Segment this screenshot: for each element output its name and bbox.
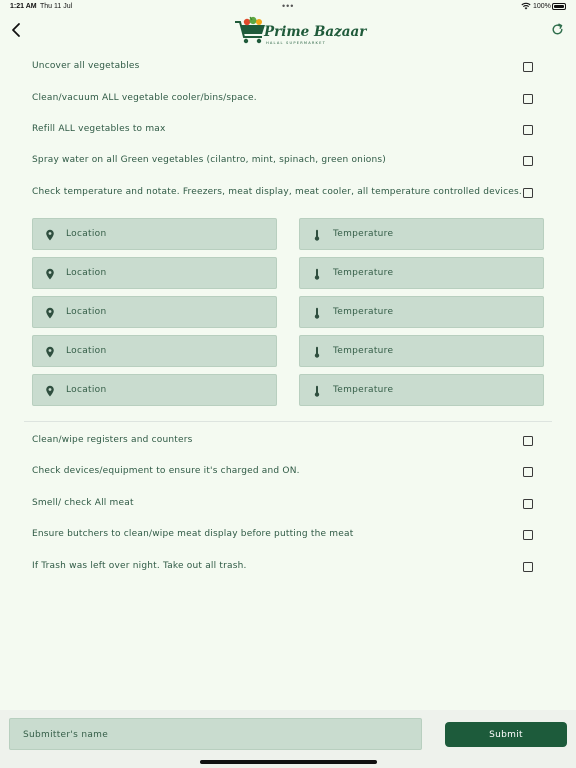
checklist-item-label: Clean/vacuum ALL vegetable cooler/bins/space. — [32, 93, 257, 103]
temperature-placeholder: Temperature — [333, 385, 394, 395]
temperature-input[interactable] — [299, 257, 544, 289]
location-input[interactable] — [32, 257, 277, 289]
checklist-item[interactable] — [24, 179, 552, 209]
checkbox[interactable] — [523, 156, 533, 166]
thermometer-icon — [312, 268, 322, 280]
checklist-item[interactable] — [24, 116, 552, 146]
location-pin-icon — [45, 307, 55, 319]
checklist-item[interactable] — [24, 521, 552, 551]
checkbox[interactable] — [523, 188, 533, 198]
location-input[interactable] — [32, 296, 277, 328]
cart-icon — [234, 16, 268, 46]
checklist-item[interactable] — [24, 553, 552, 583]
checklist-item[interactable] — [24, 85, 552, 115]
temperature-placeholder: Temperature — [333, 268, 394, 278]
checkbox[interactable] — [523, 530, 533, 540]
checkbox[interactable] — [523, 467, 533, 477]
checkbox[interactable] — [523, 499, 533, 509]
checkbox[interactable] — [523, 562, 533, 572]
checklist-item-label: Clean/wipe registers and counters — [32, 435, 193, 445]
prime-bazaar-logo — [234, 16, 367, 48]
temperature-input[interactable] — [299, 296, 544, 328]
location-placeholder: Location — [66, 268, 107, 278]
multitask-dots[interactable]: ••• — [282, 1, 295, 11]
checklist-item-label: Check temperature and notate. Freezers, meat display, meat cooler, all temperature controlled devices. — [32, 187, 522, 197]
checklist-item[interactable] — [24, 458, 552, 488]
logo-wordmark: Prime Bazaar — [264, 24, 367, 40]
checklist-item[interactable] — [24, 147, 552, 177]
section-divider — [24, 421, 552, 422]
location-input[interactable] — [32, 218, 277, 250]
submitter-name-placeholder: Submitter's name — [23, 730, 109, 740]
battery-percentage: 100% — [533, 3, 551, 10]
temperature-placeholder: Temperature — [333, 346, 394, 356]
refresh-icon[interactable] — [551, 23, 564, 36]
checklist-item[interactable] — [24, 427, 552, 457]
checklist-item-label: Check devices/equipment to ensure it's charged and ON. — [32, 466, 300, 476]
home-indicator[interactable] — [200, 760, 377, 764]
checkbox[interactable] — [523, 62, 533, 72]
submit-button[interactable]: Submit — [445, 722, 567, 747]
location-placeholder: Location — [66, 307, 107, 317]
location-pin-icon — [45, 268, 55, 280]
checklist-item-label: Refill ALL vegetables to max — [32, 124, 166, 134]
temperature-placeholder: Temperature — [333, 307, 394, 317]
checklist-item[interactable] — [24, 53, 552, 83]
location-placeholder: Location — [66, 346, 107, 356]
location-placeholder: Location — [66, 385, 107, 395]
location-pin-icon — [45, 385, 55, 397]
location-placeholder: Location — [66, 229, 107, 239]
checklist-item[interactable] — [24, 490, 552, 520]
location-input[interactable] — [32, 335, 277, 367]
temperature-input[interactable] — [299, 218, 544, 250]
checklist-item-label: Uncover all vegetables — [32, 61, 140, 71]
location-input[interactable] — [32, 374, 277, 406]
logo-tagline: HALAL SUPERMARKET — [266, 41, 326, 45]
thermometer-icon — [312, 229, 322, 241]
wifi-icon — [521, 2, 531, 10]
submitter-name-input[interactable] — [9, 718, 422, 750]
location-pin-icon — [45, 229, 55, 241]
chevron-left-icon[interactable] — [10, 22, 24, 38]
checkbox[interactable] — [523, 125, 533, 135]
thermometer-icon — [312, 385, 322, 397]
checklist-item-label: Spray water on all Green vegetables (cilantro, mint, spinach, green onions) — [32, 155, 386, 165]
battery-icon — [552, 3, 566, 10]
location-pin-icon — [45, 346, 55, 358]
temperature-placeholder: Temperature — [333, 229, 394, 239]
checkbox[interactable] — [523, 94, 533, 104]
temperature-input[interactable] — [299, 335, 544, 367]
checklist-item-label: Ensure butchers to clean/wipe meat display before putting the meat — [32, 529, 354, 539]
checklist-item-label: If Trash was left over night. Take out all trash. — [32, 561, 247, 571]
status-bar — [0, 0, 576, 14]
header — [0, 14, 576, 50]
status-date: Thu 11 Jul — [40, 3, 73, 10]
checklist-item-label: Smell/ check All meat — [32, 498, 134, 508]
status-time: 1:21 AM — [10, 3, 37, 10]
temperature-input[interactable] — [299, 374, 544, 406]
thermometer-icon — [312, 346, 322, 358]
checkbox[interactable] — [523, 436, 533, 446]
thermometer-icon — [312, 307, 322, 319]
